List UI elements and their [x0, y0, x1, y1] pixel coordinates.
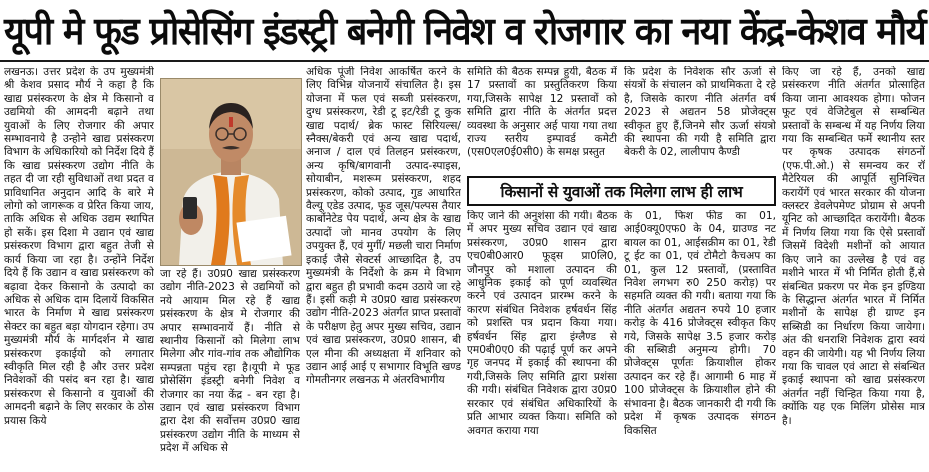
article-text: किए जाने की अनुशंसा की गयी। बैठक में अपर मुख्य सचिव उद्यान एवं खाद्य प्रसंस्करण, उ0प्र0 शासन द्वारा एच0बी0आर0 फूड्स प्रा0लि0, जौनपुर को मशाला उत्पादन की आधुनिक इकाई को पूर्ण व्यवस्थित करने एवं उत्पादन प्रारम्भ करने के कारण संबंधित निवेशक हर्षवर्धन सिंह को प्रशस्ति पत्र प्रदान किया गया। हर्षवर्धन सिंह द्वारा इंग्लैण्ड से एम0बी0ए0 की पढ़ाई पूर्ण कर अपने गृह जनपद में इकाई की स्थापना की गयी,जिसके लिए समिति द्वारा प्रशंसा की गयी। संबंधित निवेशक द्वारा उ0प्र0 सरकार एवं संबंधित अधिकारियों के प्रति आभार व्यक्त किया। समिति को अवगत कराया गया [467, 210, 617, 437]
article-text: के 01, फिश फीड का 01, आई0क्यू0एफ0 के 04, ग्राउण्ड नट बायल का 01, आईसक्रीम का 01, रेडी टू ईट का 01, एवं टोमैटो कैचअप का 01, कुल 12 प्रस्तावों, (प्रस्तावित निवेश लगभग रु0 250 करोड़) पर सहमति व्यक्त की गयी। बताया गया कि नीति अंतर्गत अद्यतन रुपये 10 हजार करोड़ के 416 प्रोजेक्ट्स स्वीकृत किए गये, जिसके सापेक्ष 3.5 हजार करोड़ की सब्सिडी अनुमन्य होगी। 70 प्रोजेक्ट्स पूर्णतः क्रियाशील होकर उत्पादन कर रहे हैं। आगामी 6 माह में 100 प्रोजेक्ट्स के क्रियाशील होने की संभावना है। बैठक जानकारी दी गयी कि प्रदेश में कृषक उत्पादक संगठन विकसित [624, 210, 776, 437]
article-text: कि प्रदेश के निवेशक सौर ऊर्जा से संयत्रों के संचालन को प्राथमिकता दे रहे है, जिसके कारण नीति अंतर्गत वर्ष 2023 से अद्यतन 58 प्रोजेक्ट्स स्वीकृत हुए हैं,जिनमे सौर ऊर्जा संयत्रो की स्थापना की गयी है समिति द्वारा बेकरी के 02, लालीपाप कैण्डी [624, 66, 776, 159]
subheadline-box [467, 176, 776, 206]
headline-rule [0, 60, 929, 62]
article-column-4-top [467, 66, 617, 174]
article-column-6 [782, 66, 925, 470]
article-text: समिति की बैठक सम्पन्न हुयी, बैठक में 17 प्रस्तावों का प्रस्तुतिकरण किया गया,जिसके सापेक्ष 12 प्रस्तावों को समिति द्वारा नीति के अंतर्गत प्रदत्त व्यवस्था के अनुसार अर्ह पाया गया तथा राज्य स्तरीय इम्पावर्ड कमेटी (एस0एल0ई0सी0) के समक्ष प्रस्तुत [467, 66, 617, 159]
portrait-illustration [161, 79, 301, 265]
article-column-4-bottom [467, 210, 617, 470]
article-column-2 [160, 268, 300, 470]
headline: यूपी मे फूड प्रोसेसिंग इंडस्ट्री बनेगी निवेश व रोजगार का नया केंद्र-केशव मौर्य [4, 9, 926, 53]
article-column-1 [4, 66, 154, 470]
article-text: लखनऊ। उत्तर प्रदेश के उप मुख्यमंत्री श्री केशव प्रसाद मौर्य ने कहा है कि खाद्य प्रसंस्करण के क्षेत्र मे किसानो व उद्यमियो की आमदनी बढ़ाने तथा युवाओं के लिए रोजगार की अपार सम्भावनाये है उन्होने खाद्य प्रसंस्करण विभाग के अधिकारियो को निर्देश दिये हैं कि खाद्य प्रसंस्करण उद्योग नीति के तहत दी जा रही सुविधाओं तथा प्रदत व प्राविधानित अनुदान आदि के बारे मे लोगो को जागरूक व प्रेरित किया जाय, ताकि अधिक से अधिक उद्यम स्थापित हो सकें। इस दिशा मे उद्यान एवं खाद्य प्रसंस्करण विभाग द्वारा बहुत तेजी से कार्य किया जा रहा है। उन्होंने निर्देश दिये हैं कि उद्यान व खाद्य प्रसंस्करण को बढ़ावा देकर किसानो के उत्पादो का अधिक से अधिक दाम दिलायें विकसित भारत के निर्माण मे खाद्य प्रसंस्करण सेक्टर का बहुत बड़ा योगदान रहेगा। उप मुख्यमंत्री मौर्य के मार्गदर्शन मे खाद्य प्रसंस्करण इकाईयो को लगातार स्वीकृति मिल रही है और उत्तर प्रदेश निवेशकों की पसंद बन रहा है। खाद्य प्रसंस्करण से किसानो व युवाओं की आमदनी बढ़ाने के लिए सरकार के ठोस प्रयास किये [4, 66, 154, 427]
article-column-5-bottom [624, 210, 776, 470]
article-column-3 [306, 66, 461, 470]
deputy-cm-photo [160, 78, 302, 266]
article-column-5-top [624, 66, 776, 174]
article-text: अधिक पूंजी निवेश आकर्षित करने के लिए विभिन्न योजनायें संचालित है। इस योजना में फल एवं सब्जी प्रसंस्करण, दुग्ध प्रसंस्करण, रेडी टू इट/रेडी टू कुक खाद्य पदार्थ/ ब्रेक फास्ट सिरियल्स/स्नैक्स/बेकरी एवं अन्य खाद्य पदार्थ, अनाज / दाल एवं तिलहन प्रसंस्करण, अन्य कृषि/बागवानी उत्पाद-स्पाइस, सोयाबीन, मशरूम प्रसंस्करण, शहद प्रसंस्करण, कोको उत्पाद, गुड आधारित वैल्यू एडेड उत्पाद, फूड जूस/पल्पस तैयार कार्बोनेटेड पेय पदार्थ, अन्य क्षेत्र के खाद्य उत्पादों जो मानव उपयोग के लिए उपयुक्त हैं, एवं मुर्गी/ मछली चारा निर्माण इकाई जैसे सेक्टर्स आच्छादित है, उप मुख्यमंत्री के निर्देशो के क्रम मे विभाग द्वारा बहुत ही प्रभावी कदम उठाये जा रहे हैं। इसी कड़ी मे उ0प्र0 खाद्य प्रसंस्करण उद्योग नीति-2023 अंतर्गत प्राप्त प्रस्तावों के परीक्षण हेतु अपर मुख्य सचिव, उद्यान एवं खाद्य प्रसंस्करण, उ0प्र0 शासन, बी एल मीना की अध्यक्षता में शनिवार को उद्यान आई आई ए सभागार विभूति खण्ड गोमतीनगर लखनऊ मे अंतरविभागीय [306, 66, 461, 387]
article-text: जा रहे हैं। उ0प्र0 खाद्य प्रसंस्करण उद्योग नीति-2023 से उद्यमियों को नये आयाम मिल रहे हैं खाद्य प्रसंस्करण के क्षेत्र मे रोजगार की अपार सम्भावनायें हैं। नीति से स्थानीय किसानों को मिलेगा लाभ मिलेगा और गांव-गांव तक औद्योगिक सम्पन्नता पहुंच रहा है।यूपी मे फूड प्रोसेसिंग इंडस्ट्री बनेगी निवेश व रोजगार का नया केंद्र - बन रहा है। उद्यान एवं खाद्य प्रसंस्करण विभाग द्वारा देश की सर्वोत्तम उ0प्र0 खाद्य प्रसंस्करण उद्योग नीति के माध्यम से प्रदेश में अधिक से [160, 268, 300, 455]
subheadline: किसानों से युवाओं तक मिलेगा लाभ ही लाभ [500, 183, 743, 201]
article-text: किए जा रहे हैं, उनको खाद्य प्रसंस्करण नीति अंतर्गत प्रोत्साहित किया जाना आवश्यक होगा। फोजन फूट एवं वेजिटेबुल से सम्बन्धित प्रस्तावों के सम्बन्ध में यह निर्णय लिया गया कि सम्बन्धित फर्मे स्थानीय स्तर पर कृषक उत्पादक संगठनों (एफ.पी.ओ.) से समन्वय कर रॉ मैटेरियल की आपूर्ति सुनिश्चित करायेंगें एवं भारत सरकार की योजना क्लस्टर डेवलेपमेण्ट प्रोग्राम से अपनी यूनिट को आच्छादित करायेंगी। बैठक में निर्णय लिया गया कि ऐसे प्रस्तावों जिसमें विदेशी मशीनों को आयात किए जाने का उल्लेख है एवं वह मशीने भारत में भी निर्मित होती हैं,से संबन्धित प्रकरण पर मेक इन इण्डिया के सिद्धान्त अंतर्गत भारत में निर्मित मशीनों के सापेक्ष ही ग्राण्ट इन सब्सिडी का निर्धारण किया जायेगा। अंत की धनराशि निवेशक द्वारा स्वयं वहन की जायेगी। यह भी निर्णय लिया गया कि चावल एवं आटा से संबन्धित इकाई स्थापना को खाद्य प्रसंस्करण अंतर्गत नहीं चिन्हित किया गया है, क्योंकि यह एक मिलिंग प्रोसेस मात्र है। [782, 66, 925, 427]
